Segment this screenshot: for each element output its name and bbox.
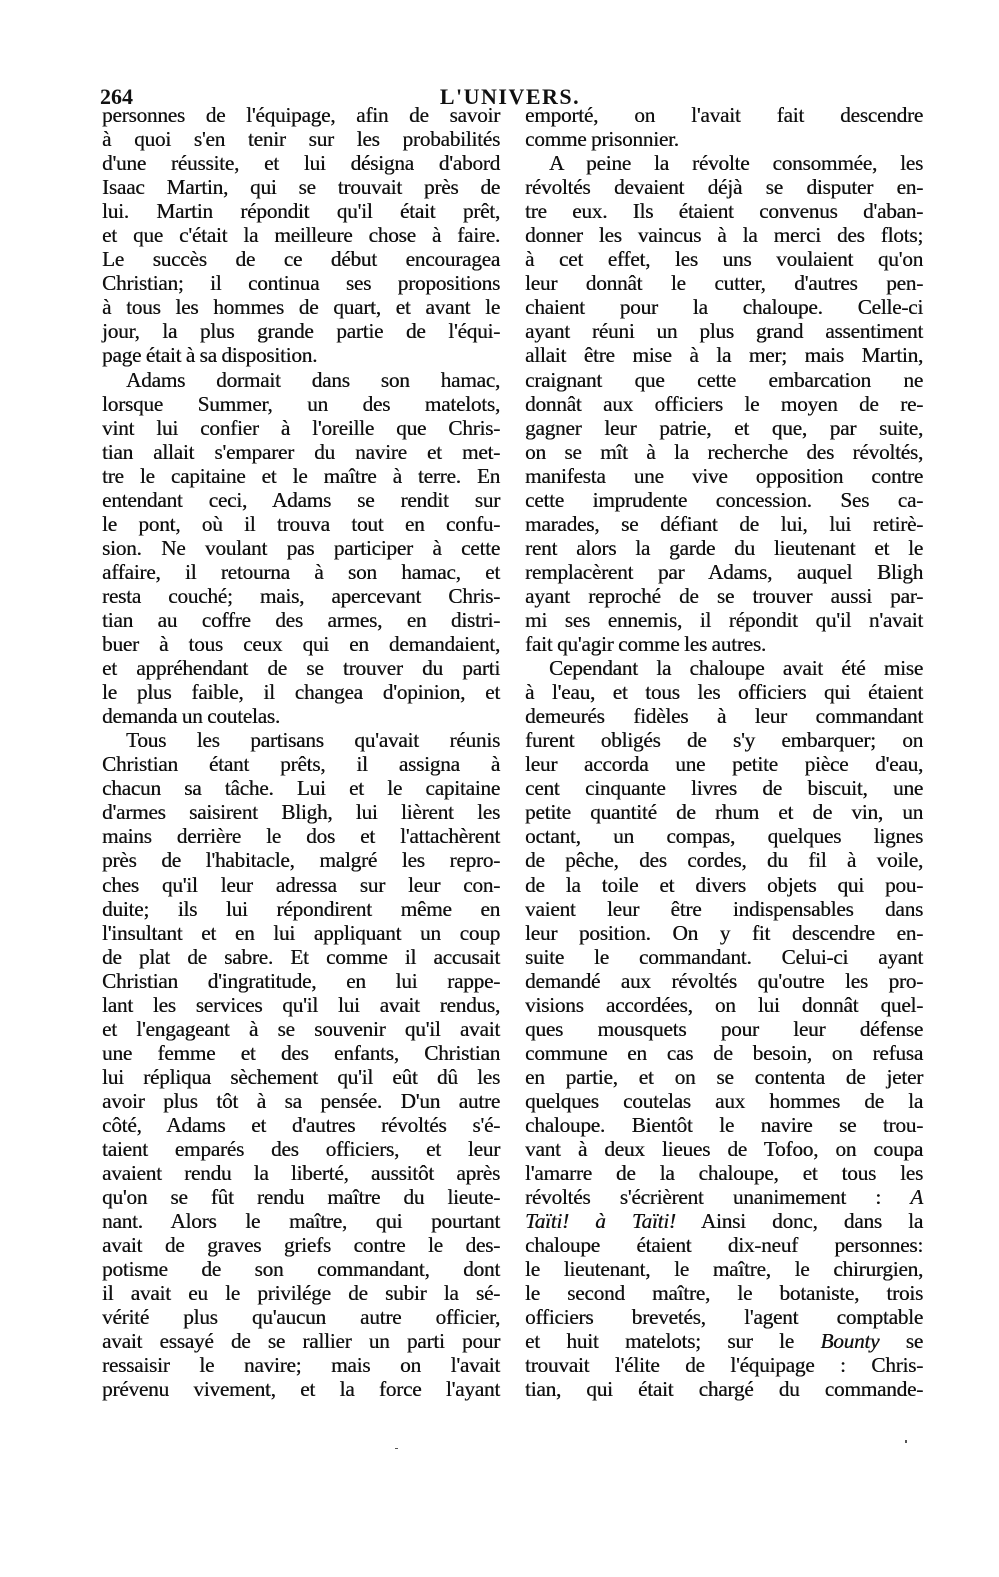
text-segment: et huit matelots; sur le: [525, 1329, 821, 1354]
text-line: révoltés devaient déjà se disputer en-: [525, 175, 923, 200]
text-line: officiers brevetés, l'agent comptable: [525, 1305, 923, 1330]
text-line: donnât aux officiers le moyen de re-: [525, 391, 923, 416]
text-line: leur donnât le cutter, d'autres pen-: [525, 271, 923, 296]
text-line: visions accordées, on lui donnât quel-: [525, 992, 923, 1017]
text-line: [525, 1329, 923, 1353]
text-line: gagner leur patrie, et que, par suite,: [525, 415, 923, 440]
text-line: [525, 1209, 923, 1233]
text-line: lorsque Summer, un des matelots,: [102, 391, 500, 416]
text-line: Christian; il continua ses propositions: [102, 271, 500, 296]
text-line: demandé aux révoltés qu'outre les pro-: [525, 968, 923, 993]
text-line: manifesta une vive opposition contre: [525, 463, 923, 488]
text-line: le pont, où il trouva tout en confu-: [102, 511, 500, 536]
text-line: chaloupe. Bientôt le navire se trou-: [525, 1112, 923, 1137]
text-line: de plat de sabre. Et comme il accusait: [102, 944, 500, 969]
italic-text: Taïti! à Taïti!: [525, 1209, 676, 1234]
text-line: petite quantité de rhum et de vin, un: [525, 800, 923, 825]
text-line: avait de graves griefs contre le des-: [102, 1233, 500, 1258]
text-line: Isaac Martin, qui se trouvait près de: [102, 175, 500, 200]
text-line: fait qu'agir comme les autres.: [525, 632, 766, 657]
paragraph: [525, 656, 923, 1401]
text-line: et que c'était la meilleure chose à faire.: [102, 223, 500, 248]
text-line: avoir plus tôt à sa pensée. D'un autre: [102, 1088, 500, 1113]
text-line: de pêche, des cordes, du fil à voile,: [525, 848, 923, 873]
text-line: prévenu vivement, et la force l'ayant: [102, 1377, 500, 1402]
text-line: tre le capitaine et le maître à terre. En: [102, 463, 500, 488]
text-line: jour, la plus grande partie de l'équi-: [102, 319, 500, 344]
text-segment: se: [879, 1329, 923, 1354]
italic-text: Bounty: [820, 1329, 880, 1354]
text-line: Adams dormait dans son hamac,: [126, 367, 500, 392]
text-line: et l'engageant à se souvenir qu'il avait: [102, 1016, 500, 1041]
text-line: près de l'habitacle, malgré les repro-: [102, 848, 500, 873]
text-line: tian au coffre des armes, en distri-: [102, 607, 500, 632]
text-segment: Ainsi donc, dans la: [675, 1209, 924, 1234]
text-line: resta couché; mais, apercevant Chris-: [102, 583, 500, 608]
text-line: taient emparés des officiers, et leur: [102, 1137, 500, 1162]
text-line: l'insultant et en lui appliquant un coup: [102, 920, 500, 945]
text-line: chaloupe étaient dix-neuf personnes:: [525, 1233, 923, 1258]
paragraph: [102, 103, 500, 368]
text-line: lui répliqua sèchement qu'il eût dû les: [102, 1064, 500, 1089]
text-line: côté, Adams et d'autres révoltés s'é-: [102, 1112, 500, 1137]
text-line: demeurés fidèles à leur commandant: [525, 704, 923, 729]
text-line: leur accorda une petite pièce d'eau,: [525, 752, 923, 777]
text-line: demanda un coutelas.: [102, 704, 280, 729]
text-line: rent alors la garde du lieutenant et le: [525, 535, 923, 560]
text-line: quelques coutelas aux hommes de la: [525, 1088, 923, 1113]
text-line: Christian d'ingratitude, en lui rappe-: [102, 968, 500, 993]
text-line: le lieutenant, le maître, le chirurgien,: [525, 1257, 923, 1282]
text-segment: révoltés s'écrièrent unanimement :: [525, 1185, 911, 1210]
text-line: remplacèrent par Adams, auquel Bligh: [525, 559, 923, 584]
text-line: à quoi s'en tenir sur les probabilités: [102, 127, 500, 152]
text-line: entendant ceci, Adams se rendit sur: [102, 487, 500, 512]
running-head: L'UNIVERS.: [439, 84, 581, 109]
text-line: nant. Alors le maître, qui pourtant: [102, 1209, 500, 1234]
text-line: duite; ils lui répondirent même en: [102, 896, 500, 921]
text-line: avaient rendu la liberté, aussitôt après: [102, 1161, 500, 1186]
text-line: tian, qui était chargé du commande-: [525, 1377, 923, 1402]
text-line: suite le commandant. Celui-ci ayant: [525, 944, 923, 969]
text-line: A peine la révolte consommée, les: [549, 151, 923, 176]
text-line: à cet effet, les uns voulaient qu'on: [525, 247, 923, 272]
text-line: vaient leur être indispensables dans: [525, 896, 923, 921]
text-line: mains derrière le dos et l'attachèrent: [102, 824, 500, 849]
text-line: lant les services qu'il lui avait rendus,: [102, 992, 500, 1017]
text-line: une femme et des enfants, Christian: [102, 1040, 500, 1065]
right-column: [525, 103, 923, 1402]
text-line: d'une réussite, et lui désigna d'abord: [102, 151, 500, 176]
text-line: personnes de l'équipage, afin de savoir: [102, 103, 500, 127]
text-line: en partie, et on se contenta de jeter: [525, 1064, 923, 1089]
text-line: d'armes saisirent Bligh, lui lièrent les: [102, 800, 500, 825]
italic-text: A: [910, 1185, 923, 1210]
text-line: cent cinquante livres de biscuit, une: [525, 776, 923, 801]
text-line: octant, un compas, quelques lignes: [525, 824, 923, 849]
text-line: furent obligés de s'y embarquer; on: [525, 728, 923, 753]
text-line: l'amarre de la chaloupe, et tous les: [525, 1161, 923, 1186]
text-line: sion. Ne voulant pas participer à cette: [102, 535, 500, 560]
text-line: lui. Martin répondit qu'il était prêt,: [102, 199, 500, 224]
text-line: tian allait s'emparer du navire et met-: [102, 439, 500, 464]
text-line: de la toile et divers objets qui pou-: [525, 872, 923, 897]
text-line: qu'on se fût rendu maître du lieute-: [102, 1185, 500, 1210]
text-line: mi ses ennemis, il répondit qu'il n'avait: [525, 607, 923, 632]
page-number: 264: [100, 84, 133, 109]
text-line: vérité plus qu'aucun autre officier,: [102, 1305, 500, 1330]
text-line: commune en cas de besoin, on refusa: [525, 1040, 923, 1065]
scan-speck: [395, 1448, 398, 1449]
text-line: ayant reproché de se trouver aussi par-: [525, 583, 923, 608]
text-line: craignant que cette embarcation ne: [525, 367, 923, 392]
paragraph: [525, 103, 923, 151]
text-line: leur position. On y fit descendre en-: [525, 920, 923, 945]
text-line: Cependant la chaloupe avait été mise: [549, 656, 923, 681]
text-line: affaire, il retourna à son hamac, et: [102, 559, 500, 584]
text-line: allait être mise à la mer; mais Martin,: [525, 343, 923, 368]
text-line: ques mousquets pour leur défense: [525, 1016, 923, 1041]
text-line: tre eux. Ils étaient convenus d'aban-: [525, 199, 923, 224]
scan-speck: [905, 1440, 907, 1443]
paragraph: [102, 368, 500, 729]
text-line: on se mît à la recherche des révoltés,: [525, 439, 923, 464]
text-line: emporté, on l'avait fait descendre: [525, 103, 923, 127]
text-line: trouvait l'élite de l'équipage : Chris-: [525, 1353, 923, 1378]
text-line: Le succès de ce début encouragea: [102, 247, 500, 272]
paragraph: [525, 151, 923, 656]
text-line: ayant réuni un plus grand assentiment: [525, 319, 923, 344]
text-line: potisme de son commandant, dont: [102, 1257, 500, 1282]
text-line: chacun sa tâche. Lui et le capitaine: [102, 776, 500, 801]
text-line: chaient pour la chaloupe. Celle-ci: [525, 295, 923, 320]
text-line: le second maître, le botaniste, trois: [525, 1281, 923, 1306]
text-line: Tous les partisans qu'avait réunis: [126, 728, 500, 753]
text-line: et appréhendant de se trouver du parti: [102, 656, 500, 681]
text-line: à tous les hommes de quart, et avant le: [102, 295, 500, 320]
text-line: donner les vaincus à la merci des flots;: [525, 223, 923, 248]
paragraph: [102, 728, 500, 1401]
text-line: page était à sa disposition.: [102, 343, 318, 368]
left-column: [102, 103, 500, 1402]
text-line: il avait eu le privilége de subir la sé-: [102, 1281, 500, 1306]
text-line: buer à tous ceux qui en demandaient,: [102, 632, 500, 657]
text-line: le plus faible, il changea d'opinion, et: [102, 680, 500, 705]
text-line: ressaisir le navire; mais on l'avait: [102, 1353, 500, 1378]
text-line: avait essayé de se rallier un parti pour: [102, 1329, 500, 1354]
text-line: ches qu'il leur adressa sur leur con-: [102, 872, 500, 897]
text-line: cette imprudente concession. Ses ca-: [525, 487, 923, 512]
text-line: vant à deux lieues de Tofoo, on coupa: [525, 1137, 923, 1162]
text-line: Christian étant prêts, il assigna à: [102, 752, 500, 777]
text-line: [525, 1185, 923, 1209]
text-line: à l'eau, et tous les officiers qui étaient: [525, 680, 923, 705]
text-line: vint lui confier à l'oreille que Chris-: [102, 415, 500, 440]
text-line: marades, se défiant de lui, lui retirè-: [525, 511, 923, 536]
text-line: comme prisonnier.: [525, 127, 679, 152]
